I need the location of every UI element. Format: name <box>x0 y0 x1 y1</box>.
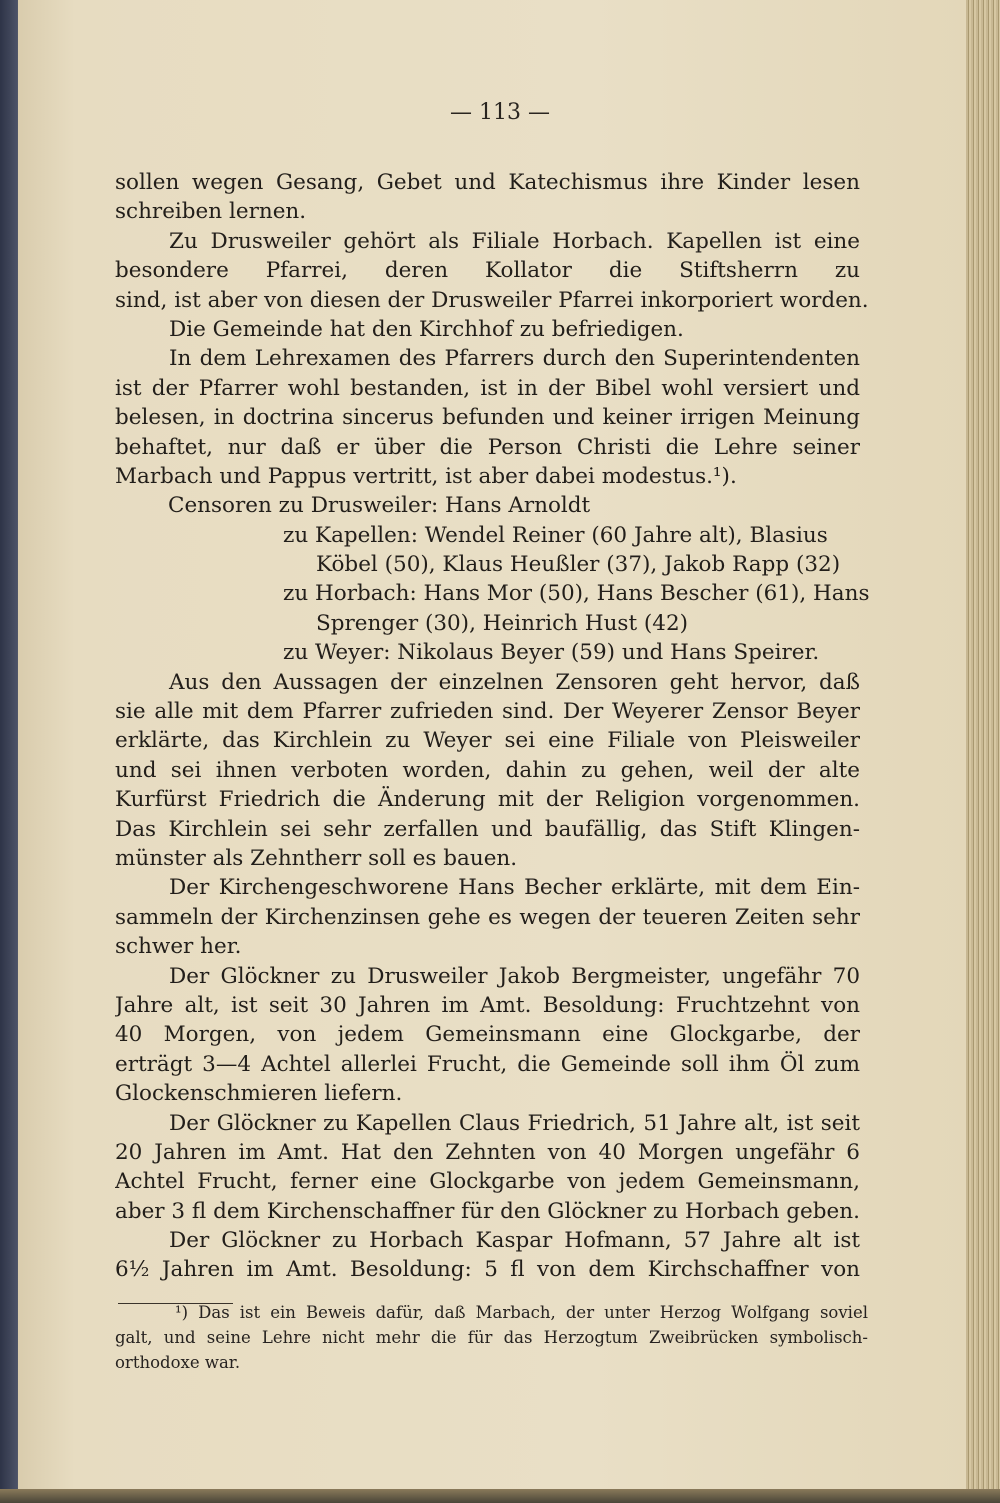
censor-list <box>115 491 870 667</box>
paragraph <box>115 168 860 227</box>
text-line: aber 3 fl dem Kirchenschaffner für den Glöckner zu Horbach geben. <box>115 1198 860 1224</box>
text-line: schreiben lernen. <box>115 199 307 225</box>
text-line: behaftet, nur daß er über die Person Christi die Lehre seiner <box>115 434 860 460</box>
page-number: — 113 — <box>450 100 550 125</box>
text-line: und sei ihnen verboten worden, dahin zu gehen, weil der alte <box>115 757 860 783</box>
text-line: schwer her. <box>115 934 242 960</box>
text-line: Achtel Frucht, ferner eine Glockgarbe von jedem Gemeinsmann, <box>115 1169 860 1195</box>
footnote <box>115 1300 868 1375</box>
censor-line: Köbel (50), Klaus Heußler (37), Jakob Rapp (32) <box>316 552 841 578</box>
text-line: Aus den Aussagen der einzelnen Zensoren geht hervor, daß <box>169 669 860 695</box>
text-line: 40 Morgen, von jedem Gemeinsmann eine Glockgarbe, der <box>115 1022 860 1048</box>
text-line: Der Glöckner zu Horbach Kaspar Hofmann, 57 Jahre alt ist <box>169 1228 860 1254</box>
paragraph <box>115 315 860 344</box>
bottom-edge <box>0 1489 1000 1503</box>
text-line: Zu Drusweiler gehört als Filiale Horbach. Kapellen ist eine <box>169 228 860 254</box>
footnote-line: ¹) Das ist ein Beweis dafür, daß Marbach, der unter Herzog Wolfgang soviel <box>175 1303 868 1322</box>
footnote-line: orthodoxe war. <box>115 1353 241 1372</box>
page-edges <box>966 0 1000 1503</box>
text-line: erträgt 3—4 Achtel allerlei Frucht, die Gemeinde soll ihm Öl zum <box>115 1051 860 1077</box>
paragraph <box>115 962 860 1109</box>
censor-line: Sprenger (30), Heinrich Hust (42) <box>316 610 689 636</box>
paragraph <box>115 1109 860 1227</box>
text-line: 6½ Jahren im Amt. Besoldung: 5 fl von dem Kirchschaffner von <box>115 1257 860 1283</box>
text-line: Der Glöckner zu Kapellen Claus Friedrich, 51 Jahre alt, ist seit <box>169 1110 860 1136</box>
text-line: Der Kirchengeschworene Hans Becher erklärte, mit dem Ein- <box>169 875 860 901</box>
text-line: Glockenschmieren liefern. <box>115 1081 403 1107</box>
paragraph <box>115 668 860 874</box>
text-line: sind, ist aber von diesen der Drusweiler Pfarrei inkorporiert worden. <box>115 287 869 313</box>
footnote-line: galt, und seine Lehre nicht mehr die für das Herzogtum Zweibrücken symbolisch- <box>115 1328 868 1347</box>
censor-line: zu Horbach: Hans Mor (50), Hans Bescher (61), Hans <box>283 581 870 607</box>
text-line: Der Glöckner zu Drusweiler Jakob Bergmeister, ungefähr 70 <box>169 963 860 989</box>
paragraph <box>115 1226 860 1285</box>
text-line: Das Kirchlein sei sehr zerfallen und baufällig, das Stift Klingen- <box>115 816 860 842</box>
text-line: Marbach und Pappus vertritt, ist aber dabei modestus.¹). <box>115 463 737 489</box>
text-line: belesen, in doctrina sincerus befunden und keiner irrigen Meinung <box>115 405 860 431</box>
text-line: erklärte, das Kirchlein zu Weyer sei eine Filiale von Pleisweiler <box>115 728 860 754</box>
text-line: ist der Pfarrer wohl bestanden, ist in der Bibel wohl versiert und <box>115 375 860 401</box>
text-line: Kurfürst Friedrich die Änderung mit der Religion vorgenommen. <box>115 787 860 813</box>
text-line: In dem Lehrexamen des Pfarrers durch den Superintendenten <box>169 346 860 372</box>
text-line: münster als Zehntherr soll es bauen. <box>115 845 518 871</box>
censor-line: zu Kapellen: Wendel Reiner (60 Jahre alt), Blasius <box>283 522 828 548</box>
text-line: besondere Pfarrei, deren Kollator die Stiftsherrn zu <box>115 258 860 284</box>
text-line: sammeln der Kirchenzinsen gehe es wegen der teueren Zeiten sehr <box>115 904 860 930</box>
paragraph <box>115 227 869 315</box>
body-text <box>115 168 870 1285</box>
text-line: sie alle mit dem Pfarrer zufrieden sind. Der Weyerer Zensor Beyer <box>115 699 860 725</box>
text-line: sollen wegen Gesang, Gebet und Katechismus ihre Kinder lesen <box>115 170 860 195</box>
censor-line: zu Weyer: Nikolaus Beyer (59) und Hans Speirer. <box>283 640 820 666</box>
text-line: Jahre alt, ist seit 30 Jahren im Amt. Besoldung: Fruchtzehnt von <box>115 992 860 1018</box>
text-line: 20 Jahren im Amt. Hat den Zehnten von 40 Morgen ungefähr 6 <box>115 1139 860 1165</box>
paragraph <box>115 344 860 491</box>
censor-line: Censoren zu Drusweiler: Hans Arnoldt <box>168 493 591 519</box>
text-line: Die Gemeinde hat den Kirchhof zu befriedigen. <box>169 316 684 342</box>
paragraph <box>115 873 860 961</box>
